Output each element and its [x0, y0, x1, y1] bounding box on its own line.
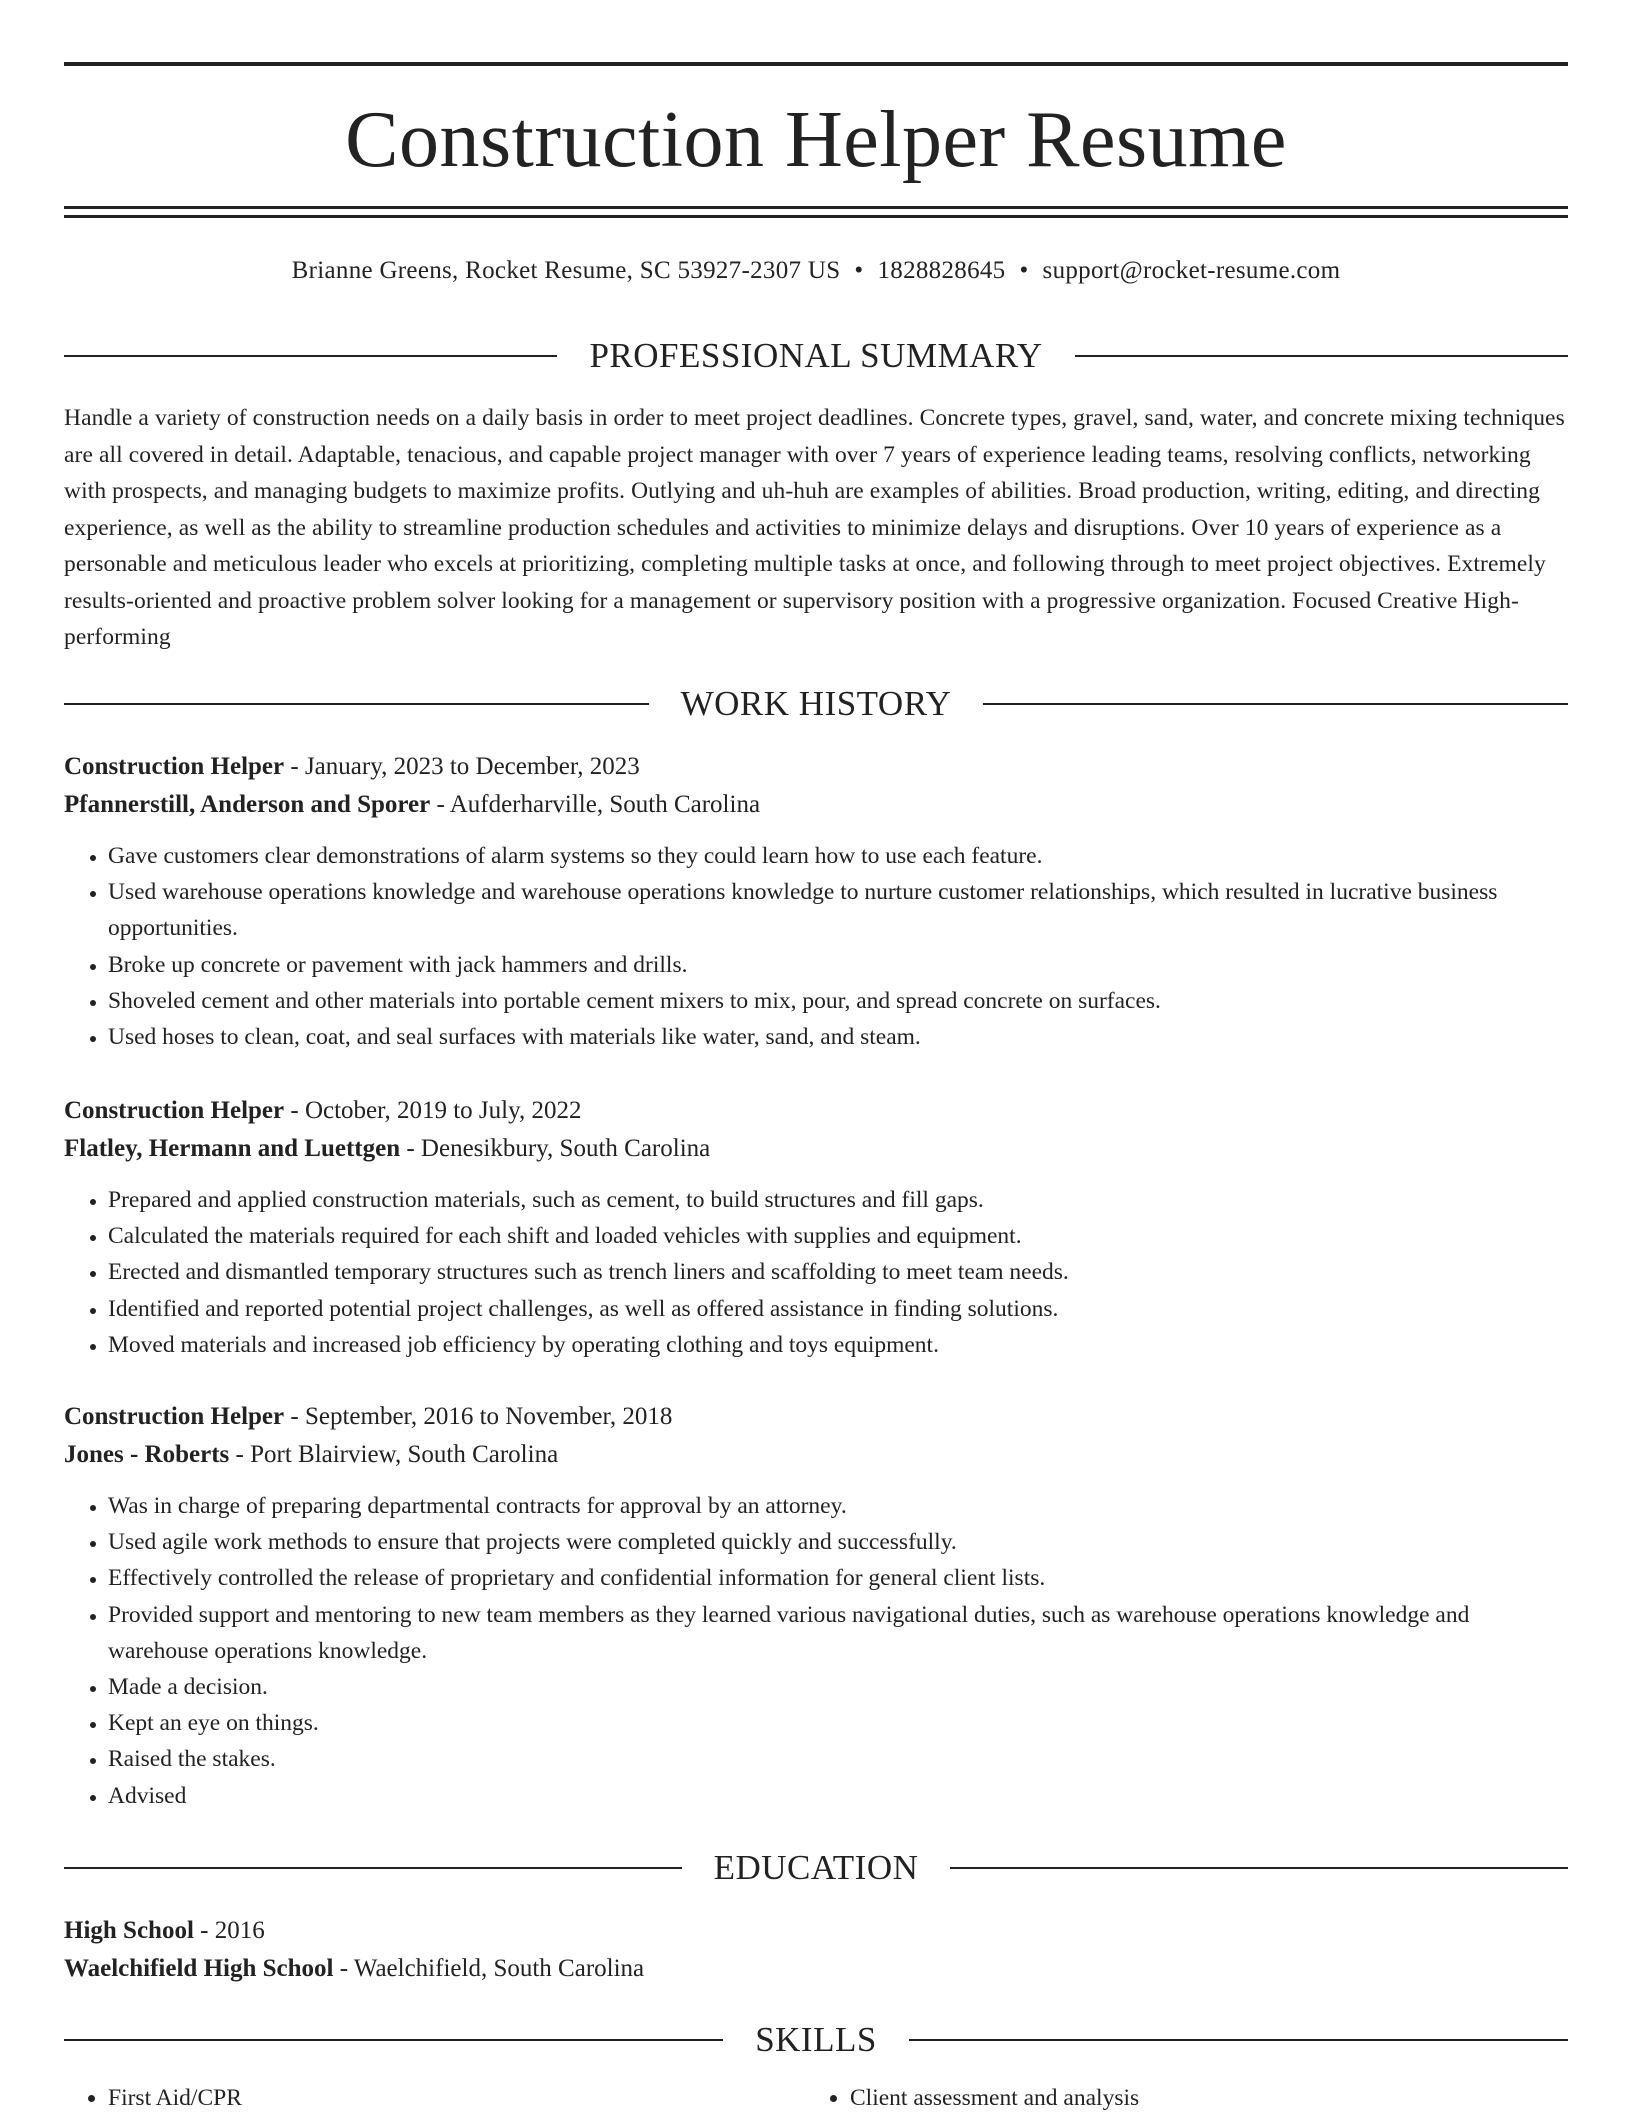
heading-rule-left: [64, 1867, 682, 1869]
education-school: Waelchifield High School: [64, 1955, 334, 1982]
education-school-line: [64, 1950, 1568, 1988]
job-entry-2: [64, 1092, 1568, 1363]
education-location: - Waelchifield, South Carolina: [333, 1955, 645, 1982]
section-title: SKILLS: [755, 2020, 877, 2059]
education-degree: High School: [64, 1917, 194, 1944]
section-title: EDUCATION: [713, 1848, 919, 1887]
heading-rule-left: [64, 2039, 723, 2041]
job-dates: - October, 2019 to July, 2022: [284, 1097, 582, 1124]
job-entry-1: [64, 748, 1568, 1055]
heading-rule-right: [1075, 355, 1568, 357]
job-location: - Port Blairview, South Carolina: [229, 1441, 559, 1468]
contact-email[interactable]: support@rocket-resume.com: [1042, 257, 1341, 284]
job-bullets: [64, 1488, 1568, 1814]
job-bullets: [64, 838, 1568, 1055]
section-title: PROFESSIONAL SUMMARY: [589, 336, 1043, 375]
section-heading-summary: [64, 336, 1568, 376]
job-company-line: [64, 786, 1568, 824]
job-bullet: • Identified and reported potential project challenges, as well as offered assistance in finding solutions.: [108, 1291, 1568, 1327]
section-heading-skills: [64, 2020, 1568, 2060]
section-heading-education: [64, 1848, 1568, 1888]
title-rule-1: [64, 206, 1568, 209]
job-bullet: • Provided support and mentoring to new team members as they learned various navigational duties, such as warehouse operations knowledge and warehouse operations knowledge.: [108, 1597, 1568, 1669]
job-bullet: • Calculated the materials required for each shift and loaded vehicles with supplies and equipment.: [108, 1218, 1568, 1254]
heading-rule-right: [909, 2039, 1568, 2041]
job-bullet: • Effectively controlled the release of proprietary and confidential information for general client lists.: [108, 1560, 1568, 1596]
section-title: WORK HISTORY: [680, 684, 952, 723]
job-company: Flatley, Hermann and Luettgen: [64, 1135, 401, 1162]
skills-columns: [64, 2080, 1568, 2116]
job-bullet: • Made a decision.: [108, 1669, 1568, 1705]
skills-list-right: [806, 2080, 1548, 2116]
contact-phone: 1828828645: [877, 257, 1006, 284]
job-bullet: • Shoveled cement and other materials into portable cement mixers to mix, pour, and spread concrete on surfaces.: [108, 983, 1568, 1019]
job-bullet: • Used warehouse operations knowledge and warehouse operations knowledge to nurture customer relationships, which resulted in lucrative business opportunities.: [108, 874, 1568, 946]
job-bullets: [64, 1182, 1568, 1363]
heading-rule-right: [983, 703, 1568, 705]
job-bullet: • Gave customers clear demonstrations of alarm systems so they could learn how to use each feature.: [108, 838, 1568, 874]
job-title: Construction Helper: [64, 1097, 285, 1124]
education-degree-line: [64, 1912, 1568, 1950]
education-year: - 2016: [193, 1917, 265, 1944]
job-bullet: • Prepared and applied construction materials, such as cement, to build structures and fill gaps.: [108, 1182, 1568, 1218]
job-company: Pfannerstill, Anderson and Sporer: [64, 791, 431, 818]
job-bullet: • Kept an eye on things.: [108, 1705, 1568, 1741]
separator-dot: •: [854, 257, 864, 284]
job-bullet: • Erected and dismantled temporary structures such as trench liners and scaffolding to meet team needs.: [108, 1254, 1568, 1290]
job-bullet: • Moved materials and increased job efficiency by operating clothing and toys equipment.: [108, 1327, 1568, 1363]
contact-address: Brianne Greens, Rocket Resume, SC 53927-2307 US: [291, 257, 841, 284]
job-title: Construction Helper: [64, 753, 285, 780]
job-dates: - January, 2023 to December, 2023: [284, 753, 640, 780]
job-title-line: [64, 1398, 1568, 1436]
job-bullet: • Broke up concrete or pavement with jack hammers and drills.: [108, 947, 1568, 983]
title-block: [64, 62, 1568, 218]
job-company: Jones - Roberts: [64, 1441, 230, 1468]
job-title-line: [64, 748, 1568, 786]
education-entry: [64, 1912, 1568, 1988]
title-rule-2: [64, 215, 1568, 218]
job-bullet: • Was in charge of preparing departmental contracts for approval by an attorney.: [108, 1488, 1568, 1524]
section-heading-work-history: [64, 684, 1568, 724]
job-bullet: • Advised: [108, 1778, 1568, 1814]
job-bullet: • Used agile work methods to ensure that projects were completed quickly and successfully.: [108, 1524, 1568, 1560]
top-rule: [64, 62, 1568, 66]
job-entry-3: [64, 1398, 1568, 1814]
job-dates: - September, 2016 to November, 2018: [284, 1403, 673, 1430]
summary-paragraph: Handle a variety of construction needs on a daily basis in order to meet project deadlines. Concrete types, gravel, sand, water, and concrete mixing techniques are all covered in detail. Adaptable, tenacious, and capable project manager with over 7 years of experience leading teams, resolving conflicts, networking with prospects, and managing budgets to maximize profits. Outlying and uh-huh are examples of abilities. Broad production, writing, editing, and directing experience, as well as the ability to streamline production schedules and activities to minimize delays and disruptions. Over 10 years of experience as a personable and meticulous leader who excels at prioritizing, completing multiple tasks at once, and following through to meet project objectives. Extremely results-oriented and proactive problem solver looking for a management or supervisory position with a progressive organization. Focused Creative High-performing: [64, 405, 1565, 650]
job-bullet: • Raised the stakes.: [108, 1741, 1568, 1777]
resume-title: Construction Helper Resume: [345, 96, 1287, 184]
job-company-line: [64, 1130, 1568, 1168]
job-title: Construction Helper: [64, 1403, 285, 1430]
job-company-line: [64, 1436, 1568, 1474]
skills-list-left: [64, 2080, 806, 2116]
job-bullet: • Used hoses to clean, coat, and seal surfaces with materials like water, sand, and steam.: [108, 1019, 1568, 1055]
heading-rule-left: [64, 355, 557, 357]
job-title-line: [64, 1092, 1568, 1130]
contact-line: [64, 254, 1568, 288]
skill-item: • First Aid/CPR: [108, 2080, 806, 2116]
job-location: - Denesikbury, South Carolina: [400, 1135, 711, 1162]
skill-item: • Client assessment and analysis: [850, 2080, 1548, 2116]
separator-dot: •: [1019, 257, 1029, 284]
heading-rule-left: [64, 703, 649, 705]
job-location: - Aufderharville, South Carolina: [430, 791, 761, 818]
heading-rule-right: [950, 1867, 1568, 1869]
